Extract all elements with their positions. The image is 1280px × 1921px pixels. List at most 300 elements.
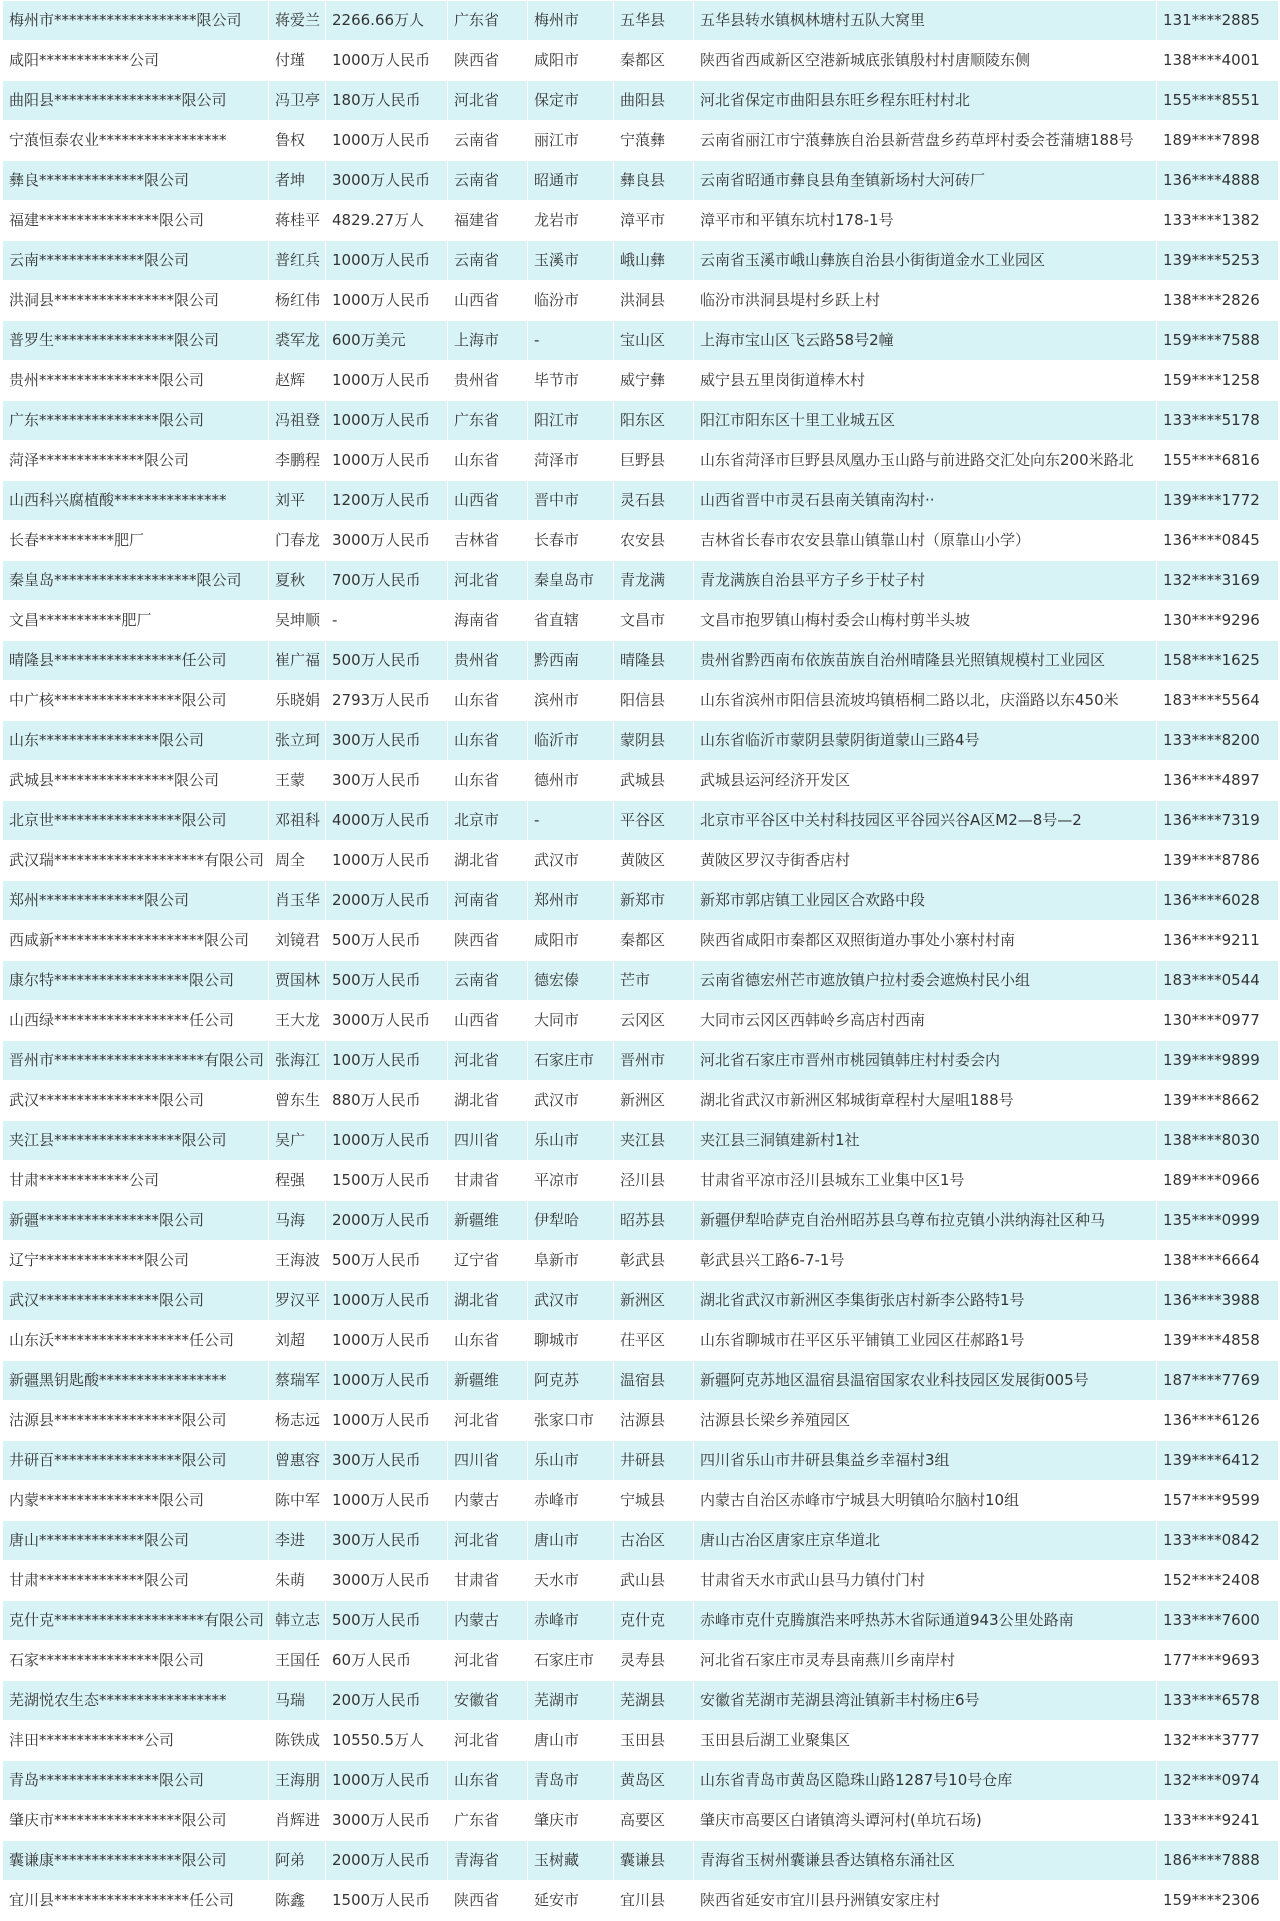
registered-capital-cell: 2000万人民币 — [326, 1201, 448, 1241]
district-cell: 晋州市 — [614, 1041, 694, 1081]
province-cell: 山西省 — [448, 1001, 528, 1041]
district-cell: 彰武县 — [614, 1241, 694, 1281]
province-cell: 山东省 — [448, 441, 528, 481]
address-cell: 甘肃省平凉市泾川县城东工业集中区1号 — [694, 1161, 1157, 1201]
company-name-cell: 青岛****************限公司 — [3, 1761, 269, 1801]
district-cell: 芜湖县 — [614, 1681, 694, 1721]
phone-cell: 130****0977 — [1157, 1001, 1279, 1041]
registered-capital-cell: 880万人民币 — [326, 1081, 448, 1121]
province-cell: 河北省 — [448, 1401, 528, 1441]
company-name-cell: 菏泽**************限公司 — [3, 441, 269, 481]
city-cell: 芜湖市 — [528, 1681, 614, 1721]
district-cell: 高要区 — [614, 1801, 694, 1841]
phone-cell: 133****0842 — [1157, 1521, 1279, 1561]
table-row — [3, 1401, 1279, 1441]
city-cell: 阳江市 — [528, 401, 614, 441]
address-cell: 新疆伊犁哈萨克自治州昭苏县乌尊布拉克镇小洪纳海社区种马 — [694, 1201, 1157, 1241]
company-table — [2, 0, 1279, 1921]
address-cell: 新郑市郭店镇工业园区合欢路中段 — [694, 881, 1157, 921]
registered-capital-cell: - — [326, 601, 448, 641]
registered-capital-cell: 500万人民币 — [326, 1241, 448, 1281]
city-cell: 梅州市 — [528, 1, 614, 41]
company-name-cell: 新疆****************限公司 — [3, 1201, 269, 1241]
city-cell: - — [528, 321, 614, 361]
city-cell: 丽江市 — [528, 121, 614, 161]
city-cell: 秦皇岛市 — [528, 561, 614, 601]
table-row — [3, 1121, 1279, 1161]
table-row — [3, 1841, 1279, 1881]
legal-rep-cell: 吴坤顺 — [269, 601, 326, 641]
phone-cell: 155****6816 — [1157, 441, 1279, 481]
phone-cell: 187****7769 — [1157, 1361, 1279, 1401]
phone-cell: 139****8786 — [1157, 841, 1279, 881]
company-name-cell: 洪洞县****************限公司 — [3, 281, 269, 321]
legal-rep-cell: 鲁权 — [269, 121, 326, 161]
district-cell: 昭苏县 — [614, 1201, 694, 1241]
city-cell: 赤峰市 — [528, 1481, 614, 1521]
legal-rep-cell: 罗汉平 — [269, 1281, 326, 1321]
company-name-cell: 辽宁**************限公司 — [3, 1241, 269, 1281]
registered-capital-cell: 500万人民币 — [326, 641, 448, 681]
province-cell: 山东省 — [448, 761, 528, 801]
company-name-cell: 秦皇岛*******************限公司 — [3, 561, 269, 601]
province-cell: 山东省 — [448, 721, 528, 761]
city-cell: 武汉市 — [528, 841, 614, 881]
table-row — [3, 401, 1279, 441]
district-cell: 新郑市 — [614, 881, 694, 921]
company-name-cell: 郑州**************限公司 — [3, 881, 269, 921]
city-cell: 保定市 — [528, 81, 614, 121]
company-name-cell: 西咸新********************限公司 — [3, 921, 269, 961]
district-cell: 云冈区 — [614, 1001, 694, 1041]
company-name-cell: 中广核*****************限公司 — [3, 681, 269, 721]
company-name-cell: 文昌***********肥厂 — [3, 601, 269, 641]
province-cell: 云南省 — [448, 241, 528, 281]
legal-rep-cell: 陈鑫 — [269, 1881, 326, 1921]
district-cell: 巨野县 — [614, 441, 694, 481]
district-cell: 威宁彝 — [614, 361, 694, 401]
district-cell: 宝山区 — [614, 321, 694, 361]
phone-cell: 159****7588 — [1157, 321, 1279, 361]
company-name-cell: 武汉****************限公司 — [3, 1081, 269, 1121]
city-cell: 武汉市 — [528, 1281, 614, 1321]
city-cell: 石家庄市 — [528, 1641, 614, 1681]
table-row — [3, 1201, 1279, 1241]
district-cell: 平谷区 — [614, 801, 694, 841]
legal-rep-cell: 程强 — [269, 1161, 326, 1201]
phone-cell: 133****9241 — [1157, 1801, 1279, 1841]
phone-cell: 136****6028 — [1157, 881, 1279, 921]
legal-rep-cell: 崔广福 — [269, 641, 326, 681]
table-row — [3, 601, 1279, 641]
company-name-cell: 康尔特******************限公司 — [3, 961, 269, 1001]
phone-cell: 132****0974 — [1157, 1761, 1279, 1801]
registered-capital-cell: 1000万人民币 — [326, 241, 448, 281]
district-cell: 洪洞县 — [614, 281, 694, 321]
registered-capital-cell: 500万人民币 — [326, 921, 448, 961]
registered-capital-cell: 100万人民币 — [326, 1041, 448, 1081]
address-cell: 云南省丽江市宁蒗彝族自治县新营盘乡药草坪村委会苍蒲塘188号 — [694, 121, 1157, 161]
table-row — [3, 561, 1279, 601]
address-cell: 武城县运河经济开发区 — [694, 761, 1157, 801]
table-row — [3, 1441, 1279, 1481]
phone-cell: 136****0845 — [1157, 521, 1279, 561]
phone-cell: 133****5178 — [1157, 401, 1279, 441]
province-cell: 福建省 — [448, 201, 528, 241]
registered-capital-cell: 60万人民币 — [326, 1641, 448, 1681]
address-cell: 青龙满族自治县平方子乡于杖子村 — [694, 561, 1157, 601]
registered-capital-cell: 300万人民币 — [326, 1441, 448, 1481]
company-name-cell: 唐山**************限公司 — [3, 1521, 269, 1561]
address-cell: 玉田县后湖工业聚集区 — [694, 1721, 1157, 1761]
district-cell: 灵寿县 — [614, 1641, 694, 1681]
table-row — [3, 441, 1279, 481]
table-row — [3, 1161, 1279, 1201]
province-cell: 甘肃省 — [448, 1161, 528, 1201]
district-cell: 宜川县 — [614, 1881, 694, 1921]
province-cell: 内蒙古 — [448, 1601, 528, 1641]
phone-cell: 136****3988 — [1157, 1281, 1279, 1321]
phone-cell: 183****5564 — [1157, 681, 1279, 721]
district-cell: 灵石县 — [614, 481, 694, 521]
phone-cell: 152****2408 — [1157, 1561, 1279, 1601]
table-row — [3, 1681, 1279, 1721]
registered-capital-cell: 2266.66万人 — [326, 1, 448, 41]
phone-cell: 130****9296 — [1157, 601, 1279, 641]
phone-cell: 138****2826 — [1157, 281, 1279, 321]
address-cell: 山东省滨州市阳信县流坡坞镇梧桐二路以北，庆淄路以东450米 — [694, 681, 1157, 721]
province-cell: 海南省 — [448, 601, 528, 641]
legal-rep-cell: 肖辉进 — [269, 1801, 326, 1841]
province-cell: 新疆维 — [448, 1361, 528, 1401]
table-row — [3, 641, 1279, 681]
legal-rep-cell: 刘超 — [269, 1321, 326, 1361]
city-cell: 乐山市 — [528, 1121, 614, 1161]
registered-capital-cell: 500万人民币 — [326, 961, 448, 1001]
province-cell: 河北省 — [448, 1721, 528, 1761]
city-cell: 晋中市 — [528, 481, 614, 521]
province-cell: 云南省 — [448, 161, 528, 201]
city-cell: 临沂市 — [528, 721, 614, 761]
table-row — [3, 521, 1279, 561]
district-cell: 沽源县 — [614, 1401, 694, 1441]
phone-cell: 133****6578 — [1157, 1681, 1279, 1721]
city-cell: 石家庄市 — [528, 1041, 614, 1081]
registered-capital-cell: 300万人民币 — [326, 761, 448, 801]
address-cell: 山西省晋中市灵石县南关镇南沟村·· — [694, 481, 1157, 521]
phone-cell: 155****8551 — [1157, 81, 1279, 121]
registered-capital-cell: 3000万人民币 — [326, 161, 448, 201]
province-cell: 青海省 — [448, 1841, 528, 1881]
phone-cell: 136****6126 — [1157, 1401, 1279, 1441]
phone-cell: 133****8200 — [1157, 721, 1279, 761]
district-cell: 宁蒗彝 — [614, 121, 694, 161]
district-cell: 五华县 — [614, 1, 694, 41]
address-cell: 云南省昭通市彝良县角奎镇新场村大河砖厂 — [694, 161, 1157, 201]
province-cell: 河北省 — [448, 81, 528, 121]
registered-capital-cell: 1000万人民币 — [326, 1281, 448, 1321]
city-cell: 长春市 — [528, 521, 614, 561]
company-name-cell: 咸阳************公司 — [3, 41, 269, 81]
address-cell: 赤峰市克什克腾旗浩来呼热苏木省际通道943公里处路南 — [694, 1601, 1157, 1641]
city-cell: 毕节市 — [528, 361, 614, 401]
registered-capital-cell: 180万人民币 — [326, 81, 448, 121]
address-cell: 吉林省长春市农安县靠山镇靠山村（原靠山小学） — [694, 521, 1157, 561]
company-name-cell: 芜湖悦农生态***************** — [3, 1681, 269, 1721]
city-cell: 张家口市 — [528, 1401, 614, 1441]
company-name-cell: 夹江县*****************限公司 — [3, 1121, 269, 1161]
province-cell: 山东省 — [448, 681, 528, 721]
company-name-cell: 晴隆县*****************任公司 — [3, 641, 269, 681]
district-cell: 芒市 — [614, 961, 694, 1001]
registered-capital-cell: 1000万人民币 — [326, 1401, 448, 1441]
legal-rep-cell: 冯卫亭 — [269, 81, 326, 121]
city-cell: 德宏傣 — [528, 961, 614, 1001]
company-name-cell: 武汉瑞********************有限公司 — [3, 841, 269, 881]
province-cell: 辽宁省 — [448, 1241, 528, 1281]
city-cell: 天水市 — [528, 1561, 614, 1601]
table-row — [3, 1481, 1279, 1521]
province-cell: 河南省 — [448, 881, 528, 921]
table-row — [3, 1241, 1279, 1281]
address-cell: 安徽省芜湖市芜湖县湾沚镇新丰村杨庄6号 — [694, 1681, 1157, 1721]
legal-rep-cell: 夏秋 — [269, 561, 326, 601]
company-name-cell: 沽源县*****************限公司 — [3, 1401, 269, 1441]
address-cell: 河北省石家庄市晋州市桃园镇韩庄村村委会内 — [694, 1041, 1157, 1081]
city-cell: 平凉市 — [528, 1161, 614, 1201]
city-cell: 阜新市 — [528, 1241, 614, 1281]
address-cell: 漳平市和平镇东坑村178-1号 — [694, 201, 1157, 241]
legal-rep-cell: 刘平 — [269, 481, 326, 521]
phone-cell: 183****0544 — [1157, 961, 1279, 1001]
province-cell: 贵州省 — [448, 361, 528, 401]
legal-rep-cell: 冯祖登 — [269, 401, 326, 441]
legal-rep-cell: 陈中军 — [269, 1481, 326, 1521]
registered-capital-cell: 4829.27万人 — [326, 201, 448, 241]
district-cell: 茌平区 — [614, 1321, 694, 1361]
legal-rep-cell: 杨志远 — [269, 1401, 326, 1441]
company-name-cell: 甘肃**************限公司 — [3, 1561, 269, 1601]
address-cell: 黄陂区罗汉寺街香店村 — [694, 841, 1157, 881]
phone-cell: 139****1772 — [1157, 481, 1279, 521]
phone-cell: 136****9211 — [1157, 921, 1279, 961]
phone-cell: 189****7898 — [1157, 121, 1279, 161]
legal-rep-cell: 曾东生 — [269, 1081, 326, 1121]
company-name-cell: 梅州市*******************限公司 — [3, 1, 269, 41]
city-cell: 玉树藏 — [528, 1841, 614, 1881]
table-row — [3, 1721, 1279, 1761]
legal-rep-cell: 贾国林 — [269, 961, 326, 1001]
legal-rep-cell: 李进 — [269, 1521, 326, 1561]
registered-capital-cell: 3000万人民币 — [326, 1001, 448, 1041]
city-cell: 郑州市 — [528, 881, 614, 921]
phone-cell: 157****9599 — [1157, 1481, 1279, 1521]
company-name-cell: 贵州****************限公司 — [3, 361, 269, 401]
registered-capital-cell: 300万人民币 — [326, 721, 448, 761]
legal-rep-cell: 蒋爱兰 — [269, 1, 326, 41]
company-name-cell: 彝良**************限公司 — [3, 161, 269, 201]
district-cell: 宁城县 — [614, 1481, 694, 1521]
phone-cell: 138****6664 — [1157, 1241, 1279, 1281]
city-cell: 伊犁哈 — [528, 1201, 614, 1241]
table-row — [3, 1081, 1279, 1121]
province-cell: 云南省 — [448, 961, 528, 1001]
city-cell: 咸阳市 — [528, 921, 614, 961]
address-cell: 内蒙古自治区赤峰市宁城县大明镇哈尔脑村10组 — [694, 1481, 1157, 1521]
address-cell: 威宁县五里岗街道棒木村 — [694, 361, 1157, 401]
district-cell: 温宿县 — [614, 1361, 694, 1401]
city-cell: 阿克苏 — [528, 1361, 614, 1401]
registered-capital-cell: 1000万人民币 — [326, 41, 448, 81]
district-cell: 黄岛区 — [614, 1761, 694, 1801]
phone-cell: 139****5253 — [1157, 241, 1279, 281]
province-cell: 云南省 — [448, 121, 528, 161]
company-name-cell: 新疆黑钥匙酸***************** — [3, 1361, 269, 1401]
district-cell: 彝良县 — [614, 161, 694, 201]
phone-cell: 159****1258 — [1157, 361, 1279, 401]
legal-rep-cell: 阿弟 — [269, 1841, 326, 1881]
legal-rep-cell: 普红兵 — [269, 241, 326, 281]
province-cell: 新疆维 — [448, 1201, 528, 1241]
company-name-cell: 井研百*****************限公司 — [3, 1441, 269, 1481]
district-cell: 井研县 — [614, 1441, 694, 1481]
table-row — [3, 121, 1279, 161]
city-cell: 菏泽市 — [528, 441, 614, 481]
province-cell: 北京市 — [448, 801, 528, 841]
address-cell: 五华县转水镇枫林塘村五队大窝里 — [694, 1, 1157, 41]
province-cell: 贵州省 — [448, 641, 528, 681]
address-cell: 山东省菏泽市巨野县凤凰办玉山路与前进路交汇处向东200米路北 — [694, 441, 1157, 481]
registered-capital-cell: 2000万人民币 — [326, 881, 448, 921]
address-cell: 贵州省黔西南布依族苗族自治州晴隆县光照镇规模村工业园区 — [694, 641, 1157, 681]
address-cell: 唐山古冶区唐家庄京华道北 — [694, 1521, 1157, 1561]
table-row — [3, 1761, 1279, 1801]
legal-rep-cell: 王海朋 — [269, 1761, 326, 1801]
table-row — [3, 721, 1279, 761]
registered-capital-cell: 500万人民币 — [326, 1601, 448, 1641]
table-row — [3, 1, 1279, 41]
table-row — [3, 1521, 1279, 1561]
province-cell: 上海市 — [448, 321, 528, 361]
table-row — [3, 1601, 1279, 1641]
province-cell: 广东省 — [448, 1, 528, 41]
district-cell: 黄陂区 — [614, 841, 694, 881]
phone-cell: 139****6412 — [1157, 1441, 1279, 1481]
province-cell: 陕西省 — [448, 1881, 528, 1921]
city-cell: 延安市 — [528, 1881, 614, 1921]
table-row — [3, 681, 1279, 721]
company-name-cell: 云南**************限公司 — [3, 241, 269, 281]
table-row — [3, 321, 1279, 361]
province-cell: 河北省 — [448, 1041, 528, 1081]
legal-rep-cell: 者坤 — [269, 161, 326, 201]
address-cell: 临汾市洪洞县堤村乡跃上村 — [694, 281, 1157, 321]
district-cell: 阳东区 — [614, 401, 694, 441]
registered-capital-cell: 1000万人民币 — [326, 121, 448, 161]
district-cell: 夹江县 — [614, 1121, 694, 1161]
city-cell: 滨州市 — [528, 681, 614, 721]
address-cell: 陕西省西咸新区空港新城底张镇殷村村唐顺陵东侧 — [694, 41, 1157, 81]
table-row — [3, 241, 1279, 281]
company-name-cell: 山西绿******************任公司 — [3, 1001, 269, 1041]
district-cell: 玉田县 — [614, 1721, 694, 1761]
registered-capital-cell: 1000万人民币 — [326, 1761, 448, 1801]
legal-rep-cell: 王蒙 — [269, 761, 326, 801]
company-name-cell: 晋州市********************有限公司 — [3, 1041, 269, 1081]
phone-cell: 138****4001 — [1157, 41, 1279, 81]
address-cell: 新疆阿克苏地区温宿县温宿国家农业科技园区发展街005号 — [694, 1361, 1157, 1401]
address-cell: 青海省玉树州囊谦县香达镇格东涌社区 — [694, 1841, 1157, 1881]
legal-rep-cell: 周全 — [269, 841, 326, 881]
phone-cell: 159****2306 — [1157, 1881, 1279, 1921]
table-row — [3, 1041, 1279, 1081]
address-cell: 陕西省咸阳市秦都区双照街道办事处小寨村村南 — [694, 921, 1157, 961]
address-cell: 河北省石家庄市灵寿县南燕川乡南岸村 — [694, 1641, 1157, 1681]
province-cell: 陕西省 — [448, 41, 528, 81]
legal-rep-cell: 裘军龙 — [269, 321, 326, 361]
district-cell: 古冶区 — [614, 1521, 694, 1561]
district-cell: 阳信县 — [614, 681, 694, 721]
legal-rep-cell: 门春龙 — [269, 521, 326, 561]
address-cell: 四川省乐山市井研县集益乡幸福村3组 — [694, 1441, 1157, 1481]
address-cell: 湖北省武汉市新洲区李集街张店村新李公路特1号 — [694, 1281, 1157, 1321]
table-row — [3, 1001, 1279, 1041]
legal-rep-cell: 曾惠容 — [269, 1441, 326, 1481]
address-cell: 陕西省延安市宜川县丹洲镇安家庄村 — [694, 1881, 1157, 1921]
legal-rep-cell: 李鹏程 — [269, 441, 326, 481]
table-row — [3, 961, 1279, 1001]
address-cell: 甘肃省天水市武山县马力镇付门村 — [694, 1561, 1157, 1601]
company-name-cell: 山东沃******************任公司 — [3, 1321, 269, 1361]
province-cell: 安徽省 — [448, 1681, 528, 1721]
legal-rep-cell: 杨红伟 — [269, 281, 326, 321]
province-cell: 山东省 — [448, 1321, 528, 1361]
district-cell: 泾川县 — [614, 1161, 694, 1201]
company-name-cell: 克什克********************有限公司 — [3, 1601, 269, 1641]
district-cell: 漳平市 — [614, 201, 694, 241]
table-row — [3, 1641, 1279, 1681]
table-row — [3, 81, 1279, 121]
address-cell: 河北省保定市曲阳县东旺乡程东旺村村北 — [694, 81, 1157, 121]
province-cell: 湖北省 — [448, 1081, 528, 1121]
address-cell: 沽源县长梁乡养殖园区 — [694, 1401, 1157, 1441]
registered-capital-cell: 1000万人民币 — [326, 1121, 448, 1161]
table-row — [3, 481, 1279, 521]
table-row — [3, 1361, 1279, 1401]
phone-cell: 139****8662 — [1157, 1081, 1279, 1121]
registered-capital-cell: 200万人民币 — [326, 1681, 448, 1721]
table-row — [3, 1881, 1279, 1921]
legal-rep-cell: 蒋桂平 — [269, 201, 326, 241]
district-cell: 曲阳县 — [614, 81, 694, 121]
company-name-cell: 肇庆市*****************限公司 — [3, 1801, 269, 1841]
district-cell: 克什克 — [614, 1601, 694, 1641]
city-cell: 玉溪市 — [528, 241, 614, 281]
legal-rep-cell: 付瑾 — [269, 41, 326, 81]
province-cell: 河北省 — [448, 561, 528, 601]
province-cell: 广东省 — [448, 1801, 528, 1841]
company-name-cell: 长春**********肥厂 — [3, 521, 269, 561]
phone-cell: 136****4888 — [1157, 161, 1279, 201]
province-cell: 甘肃省 — [448, 1561, 528, 1601]
province-cell: 四川省 — [448, 1441, 528, 1481]
company-name-cell: 石家****************限公司 — [3, 1641, 269, 1681]
registered-capital-cell: 1500万人民币 — [326, 1881, 448, 1921]
registered-capital-cell: 3000万人民币 — [326, 521, 448, 561]
province-cell: 河北省 — [448, 1521, 528, 1561]
legal-rep-cell: 朱萌 — [269, 1561, 326, 1601]
registered-capital-cell: 1000万人民币 — [326, 1361, 448, 1401]
